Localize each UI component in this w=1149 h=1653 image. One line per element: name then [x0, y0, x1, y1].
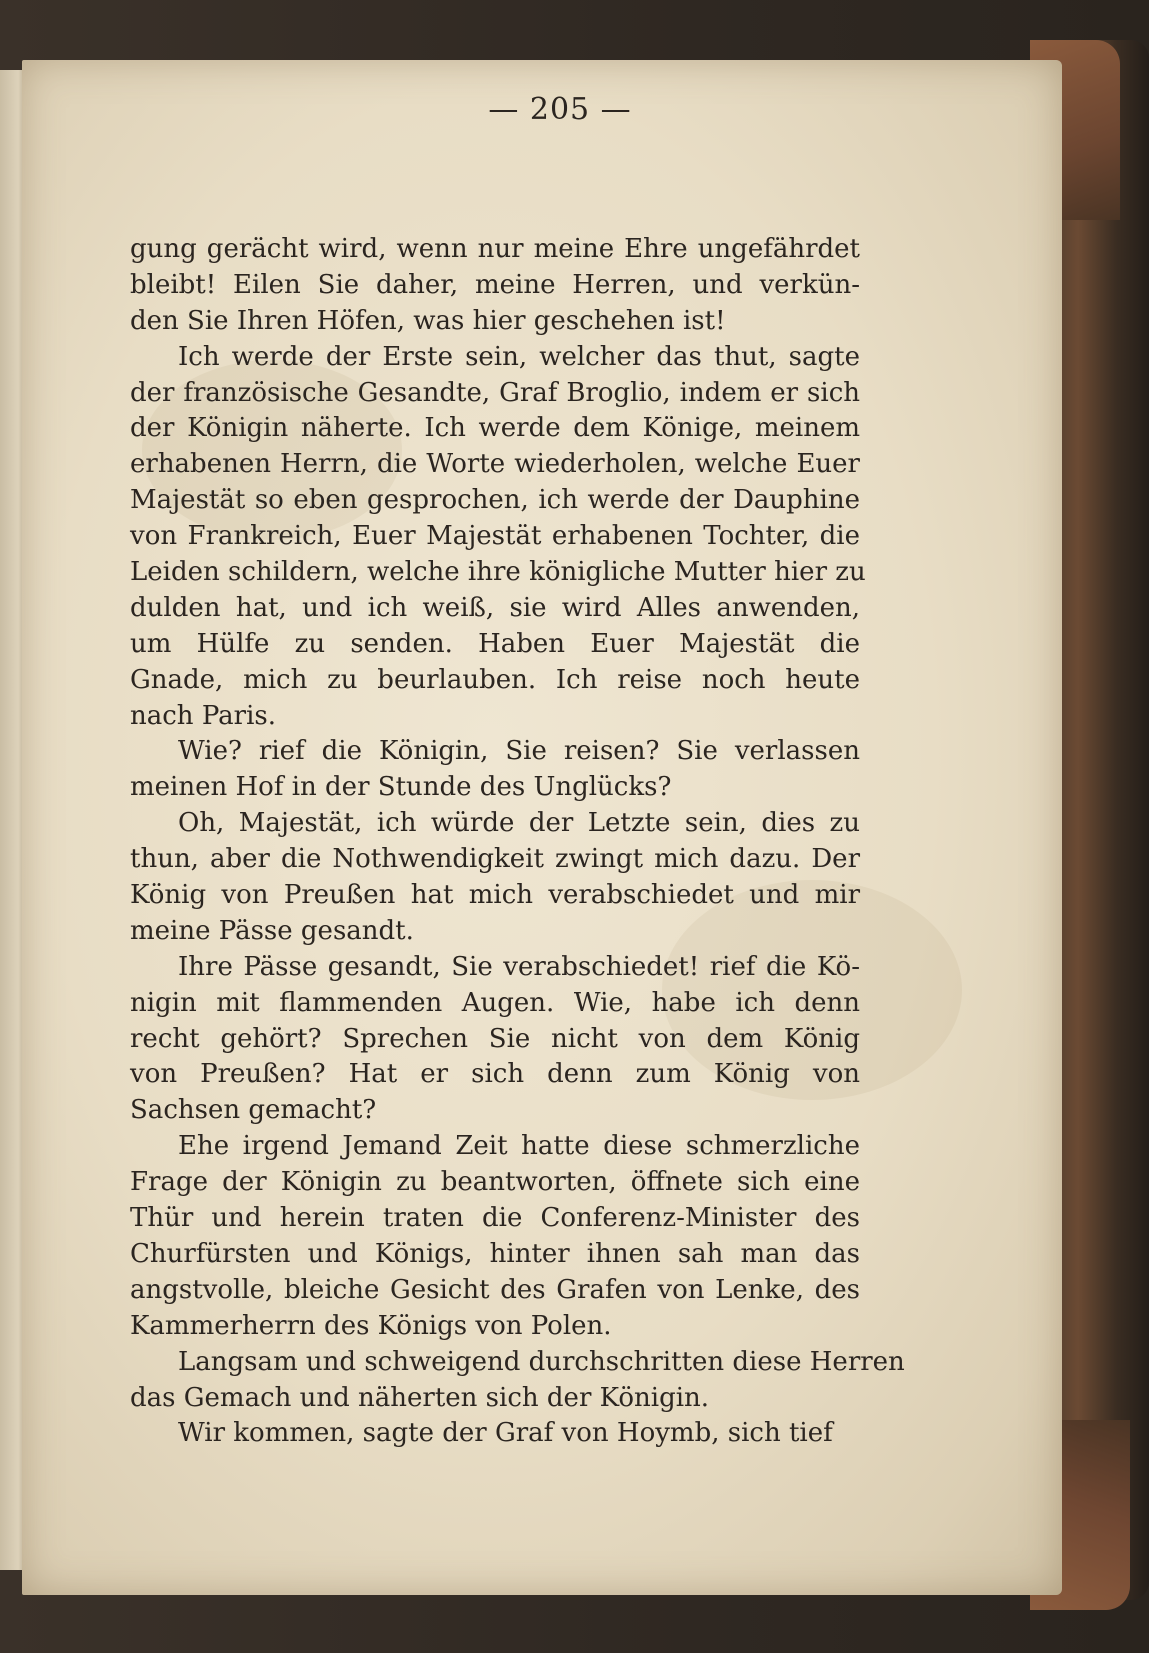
text-line: recht gehört? Sprechen Sie nicht von dem König	[130, 1023, 860, 1054]
text-line: dulden hat, und ich weiß, sie wird Alles anwenden,	[130, 592, 860, 623]
text-line: angstvolle, bleiche Gesicht des Grafen von Lenke, des	[130, 1274, 860, 1305]
text-line: nach Paris.	[130, 700, 276, 731]
text-line: nigin mit flammenden Augen. Wie, habe ich denn	[130, 987, 860, 1018]
text-line: Ich werde der Erste sein, welcher das thut, sagte	[178, 341, 860, 372]
text-line: thun, aber die Nothwendigkeit zwingt mich dazu. Der	[130, 844, 860, 875]
text-line: von Frankreich, Euer Majestät erhabenen Tochter, die	[130, 521, 860, 552]
text-line: Leiden schildern, welche ihre königliche Mutter hier zu	[130, 557, 866, 588]
text-line: Wir kommen, sagte der Graf von Hoymb, sich tief	[178, 1418, 833, 1449]
text-line: meinen Hof in der Stunde des Unglücks?	[130, 772, 672, 803]
text-line: Churfürsten und Königs, hinter ihnen sah man das	[130, 1238, 860, 1269]
text-line: König von Preußen hat mich verabschiedet und mir	[130, 880, 860, 911]
text-line: gung gerächt wird, wenn nur meine Ehre ungefährdet	[130, 234, 860, 264]
text-line: meine Pässe gesandt.	[130, 915, 414, 946]
text-line: Gnade, mich zu beurlauben. Ich reise noch heute	[130, 664, 860, 695]
body-text	[130, 232, 905, 1452]
text-line: Oh, Majestät, ich würde der Letzte sein, dies zu	[178, 808, 860, 839]
text-line: der französische Gesandte, Graf Broglio, indem er sich	[130, 377, 860, 408]
text-line: Langsam und schweigend durchschritten diese Herren	[178, 1346, 905, 1377]
text-line: das Gemach und näherten sich der Königin.	[130, 1382, 710, 1413]
text-line: Majestät so eben gesprochen, ich werde der Dauphine	[130, 485, 860, 516]
text-line: Frage der Königin zu beantworten, öffnete sich eine	[130, 1167, 860, 1198]
text-line: erhabenen Herrn, die Worte wiederholen, welche Euer	[130, 449, 860, 480]
text-line: von Preußen? Hat er sich denn zum König von	[130, 1059, 860, 1090]
text-line: um Hülfe zu senden. Haben Euer Majestät die	[130, 628, 860, 659]
text-line: Sachsen gemacht?	[130, 1095, 377, 1126]
text-line: Ehe irgend Jemand Zeit hatte diese schmerzliche	[178, 1131, 860, 1162]
text-line: Kammerherrn des Königs von Polen.	[130, 1310, 612, 1341]
text-line: bleibt! Eilen Sie daher, meine Herren, und verkün-	[130, 269, 860, 300]
page-number: — 205 —	[488, 92, 632, 127]
text-line: Thür und herein traten die Conferenz-Minister des	[130, 1203, 860, 1234]
text-line: der Königin näherte. Ich werde dem Könige, meinem	[130, 413, 860, 444]
text-line: Ihre Pässe gesandt, Sie verabschiedet! rief die Kö-	[178, 951, 860, 982]
text-line: Wie? rief die Königin, Sie reisen? Sie verlassen	[178, 736, 860, 767]
text-line: den Sie Ihren Höfen, was hier geschehen ist!	[130, 305, 726, 336]
